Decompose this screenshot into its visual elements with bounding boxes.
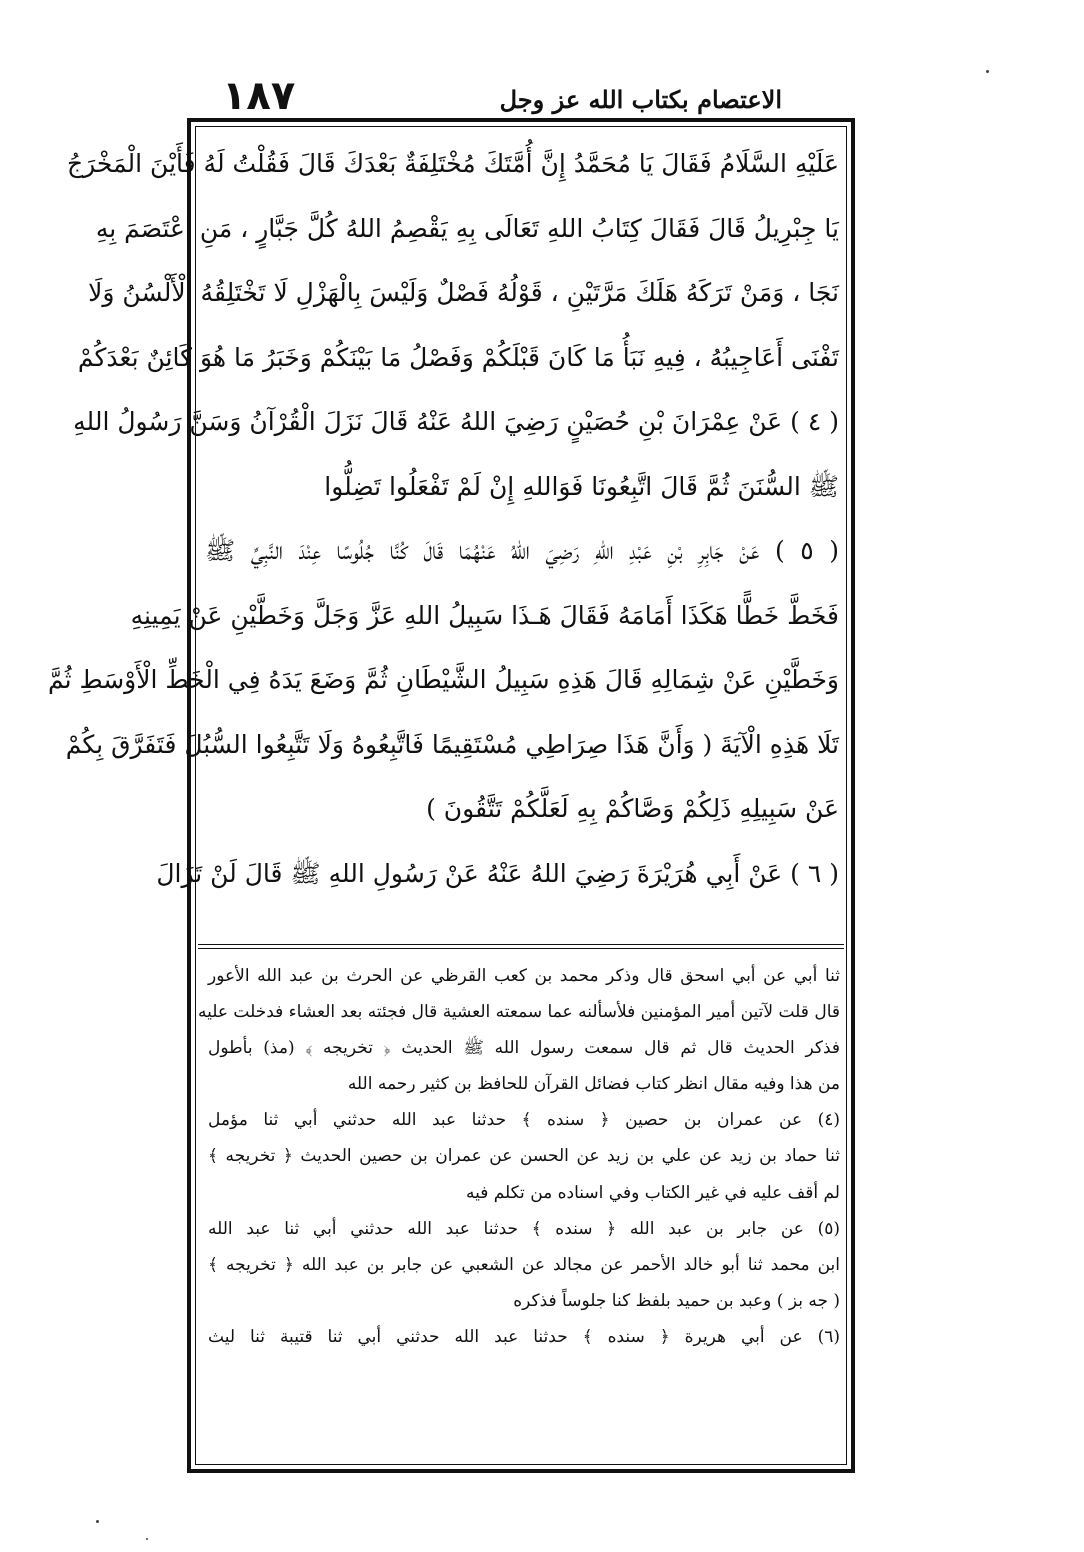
main-text-line: وَخَطَّيْنِ عَنْ شِمَالِهِ قَالَ هَذِهِ سَبِيلُ الشَّيْطَانِ ثُمَّ وَضَعَ يَدَهُ فِي الْخَطِّ الْأَوْسَطِ ثُمَّ [47, 665, 839, 694]
footnote-line: قال قلت لآتين أمير المؤمنين فلأسألنه عما سمعته العشية قال فجئته بعد العشاء فدخلت عليه [197, 1002, 840, 1023]
footnote-line: ثنا أبي عن أبي اسحق قال وذكر محمد بن كعب القرظي عن الحرث بن عبد الله الأعور [208, 966, 840, 986]
main-text-line: تَفْنَى أَعَاجِيبُهُ ، فِيهِ نَبَأُ مَا كَانَ قَبْلَكُمْ وَفَصْلُ مَا بَيْنَكُمْ وَخَبَرُ مَا هُوَ كَائِنٌ بَعْدَكُمْ [77, 342, 839, 372]
footnote-line: ( جه بز ) وعبد بن حميد بلفظ كنا جلوساً فذكره [513, 1290, 840, 1311]
main-text-line: نَجَا ، وَمَنْ تَرَكَهُ هَلَكَ مَرَّتَيْنِ ، قَوْلُهُ فَصْلٌ وَلَيْسَ بِالْهَزْلِ لَا تَخْتَلِقُهُ الْأَلْسُنُ وَلَا [88, 278, 839, 307]
hadith-6-start: ( ٦ ) عَنْ أَبِي هُرَيْرَةَ رَضِيَ اللهُ عَنْهُ عَنْ رَسُولِ اللهِ ﷺ قَالَ لَنْ تَزَالَ [156, 858, 839, 888]
main-text-line: فَخَطَّ خَطًّا هَكَذَا أَمَامَهُ فَقَالَ هَـذَا سَبِيلُ اللهِ عَزَّ وَجَلَّ وَخَطَّيْنِ عَنْ يَمِينِهِ [130, 600, 839, 630]
footnote-line: من هذا وفيه مقال انظر كتاب فضائل القرآن للحافظ بن كثير رحمه الله [347, 1074, 840, 1095]
footnote-5: (٥) عن جابر بن عبد الله ﴿ سنده ﴾ حدثنا عبد الله حدثني أبي ثنا عبد الله [208, 1218, 840, 1239]
hadith-4-start: ( ٤ ) عَنْ عِمْرَانَ بْنِ حُصَيْنٍ رَضِيَ اللهُ عَنْهُ قَالَ نَزَلَ الْقُرْآنُ وَسَنَّ رَسُولُ اللهِ [73, 407, 839, 436]
main-text-line: ﷺ السُّنَنَ ثُمَّ قَالَ اتَّبِعُونَا فَوَاللهِ إِنْ لَمْ تَفْعَلُوا تَضِلُّوا [324, 471, 839, 501]
footnote-divider [198, 948, 844, 949]
footnote-4: (٤) عن عمران بن حصين ﴿ سنده ﴾ حدثنا عبد الله حدثني أبي ثنا مؤمل [208, 1110, 840, 1131]
page-number: ١٨٧ [222, 73, 296, 119]
footnote-line: فذكر الحديث قال ثم قال سمعت رسول الله ﷺ الحديث ﴿ تخريجه ﴾ (مذ) بأطول [208, 1038, 840, 1059]
scan-speck [146, 1538, 148, 1540]
footnote-line: لم أقف عليه في غير الكتاب وفي اسناده من تكلم فيه [465, 1182, 840, 1203]
hadith-5-start: ( ٥ ) عَنْ جَابِرِ بْنِ عَبْدِ اللهِ رَضِيَ اللهُ عَنْهُمَا قَالَ كُنَّا جُلُوسًا عِنْدَ النَّبِيِّ ﷺ [205, 536, 839, 565]
scan-speck [986, 70, 989, 73]
main-text-line: عَلَيْهِ السَّلَامُ فَقَالَ يَا مُحَمَّدُ إِنَّ أُمَّتَكَ مُخْتَلِفَةٌ بَعْدَكَ قَالَ فَقُلْتُ لَهُ فَأَيْنَ الْمَخْرَجُ [67, 149, 839, 178]
footnote-line: ابن محمد ثنا أبو خالد الأحمر عن مجالد عن الشعبي عن جابر بن عبد الله ﴿ تخريجه ﴾ [208, 1254, 840, 1275]
page-header [222, 68, 782, 119]
main-text-line: تَلَا هَذِهِ الْآيَةَ ( وَأَنَّ هَذَا صِرَاطِي مُسْتَقِيمًا فَاتَّبِعُوهُ وَلَا تَتَّبِعُوا السُّبُلَ فَتَفَرَّقَ بِكُمْ [65, 729, 839, 759]
main-hadith-text [47, 132, 839, 944]
footnote-divider [198, 944, 844, 945]
footnote-line: ثنا حماد بن زيد عن علي بن زيد عن الحسن عن عمران بن حصين الحديث ﴿ تخريجه ﴾ [208, 1146, 840, 1167]
running-title: الاعتصام بكتاب الله عز وجل [499, 85, 782, 114]
main-text-line: عَنْ سَبِيلِهِ ذَلِكُمْ وَصَّاكُمْ بِهِ لَعَلَّكُمْ تَتَّقُونَ ) [426, 794, 839, 823]
main-text-line: يَا جِبْرِيلُ قَالَ فَقَالَ كِتَابُ اللهِ تَعَالَى بِهِ يَقْصِمُ اللهُ كُلَّ جَبَّارٍ ، مَنِ اعْتَصَمَ بِهِ [95, 213, 839, 243]
footnote-6: (٦) عن أبي هريرة ﴿ سنده ﴾ حدثنا عبد الله حدثني أبي ثنا قتيبة ثنا ليث [208, 1326, 840, 1347]
scan-speck [96, 1520, 99, 1523]
footnotes [197, 958, 840, 1464]
